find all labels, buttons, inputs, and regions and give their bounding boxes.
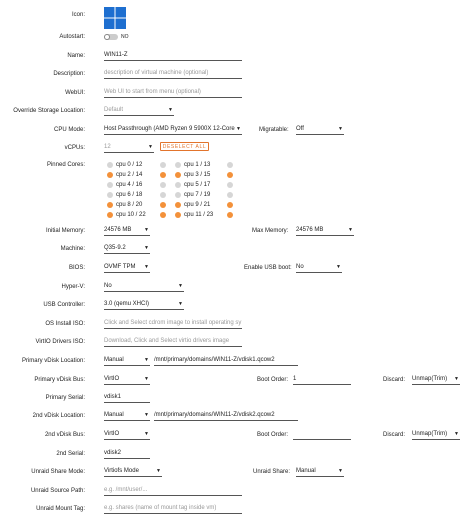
chevron-down-icon: ▼ [144, 431, 149, 437]
left-core-checkbox[interactable] [160, 212, 166, 218]
bios-select[interactable] [104, 263, 150, 273]
initial-memory-select[interactable] [104, 226, 150, 236]
primary-vdisk-path-input[interactable]: /mnt/primary/domains/WIN11-Z/vdisk1.qcow2 [154, 356, 298, 366]
second-boot-order-input[interactable] [293, 430, 351, 440]
chevron-down-icon: ▼ [336, 264, 341, 270]
chevron-down-icon: ▼ [144, 227, 149, 233]
windows-logo-icon[interactable] [104, 7, 126, 29]
chevron-down-icon: ▼ [178, 301, 183, 307]
chevron-down-icon: ▼ [168, 107, 173, 113]
hyperv-select[interactable] [104, 282, 184, 292]
usb-controller-select[interactable] [104, 300, 184, 310]
os-install-iso-label: OS Install ISO: [45, 321, 85, 327]
primary-discard-label: Discard: [383, 377, 406, 383]
icon-label: Icon: [71, 12, 85, 18]
chevron-down-icon: ▼ [338, 468, 343, 474]
second-vdisk-bus-value: VirtIO [104, 431, 120, 437]
autostart-toggle[interactable] [104, 34, 118, 40]
pinned-cores-label: Pinned Cores: [46, 162, 85, 168]
left-core-checkbox[interactable] [107, 202, 113, 208]
machine-select[interactable] [104, 244, 150, 254]
second-serial-input[interactable]: vdisk2 [104, 449, 150, 459]
virtio-iso-input[interactable]: Download, Click and Select virtio drivers image [104, 337, 242, 347]
right-core-checkbox[interactable] [227, 192, 233, 198]
name-input[interactable]: WIN11-Z [104, 51, 242, 61]
right-core-checkbox[interactable] [175, 212, 181, 218]
migratable-label: Migratable: [259, 127, 289, 133]
right-core-label: cpu 1 / 13 [184, 162, 211, 168]
left-core-label: cpu 8 / 20 [116, 202, 143, 208]
cpu-mode-label: CPU Mode: [53, 127, 85, 133]
unraid-mount-tag-input[interactable]: e.g. shares (name of mount tag inside vm) [104, 504, 242, 514]
left-core-checkbox[interactable] [160, 172, 166, 178]
left-core-checkbox[interactable] [107, 162, 113, 168]
right-core-checkbox[interactable] [227, 182, 233, 188]
right-core-checkbox[interactable] [175, 192, 181, 198]
unraid-share-label: Unraid Share: [253, 469, 291, 475]
primary-discard-select[interactable] [412, 375, 460, 385]
unraid-share-select[interactable] [296, 467, 344, 477]
usb-controller-label: USB Controller: [43, 302, 85, 308]
autostart-label: Autostart: [59, 34, 85, 40]
unraid-mount-tag-label: Unraid Mount Tag: [36, 506, 85, 512]
primary-boot-order-input[interactable]: 1 [293, 375, 351, 385]
right-core-checkbox[interactable] [175, 162, 181, 168]
second-discard-select[interactable] [412, 430, 460, 440]
left-core-label: cpu 6 / 18 [116, 192, 143, 198]
right-core-checkbox[interactable] [175, 172, 181, 178]
usb-controller-value: 3.0 (qemu XHCI) [104, 301, 150, 307]
primary-serial-input[interactable]: vdisk1 [104, 393, 150, 403]
left-core-checkbox[interactable] [107, 212, 113, 218]
primary-vdisk-mode-select[interactable] [104, 356, 150, 366]
second-discard-value: Unmap(Trim) [412, 431, 448, 437]
unraid-source-path-label: Unraid Source Path: [30, 488, 85, 494]
second-vdisk-path-input[interactable]: /mnt/primary/domains/WIN11-Z/vdisk2.qcow2 [154, 411, 298, 421]
autostart-state: NO [121, 34, 129, 40]
hyperv-label: Hyper-V: [61, 284, 85, 290]
primary-vdisk-bus-select[interactable] [104, 375, 150, 385]
bios-label: BIOS: [68, 265, 85, 271]
webui-input[interactable]: Web UI to start from menu (optional) [104, 88, 242, 98]
chevron-down-icon: ▼ [156, 468, 161, 474]
initial-memory-label: Initial Memory: [45, 228, 85, 234]
unraid-source-path-input[interactable]: e.g. /mnt/user/... [104, 486, 242, 496]
override-storage-value: Default [104, 107, 124, 113]
chevron-down-icon: ▼ [348, 227, 353, 233]
second-vdisk-location-label: 2nd vDisk Location: [32, 413, 85, 419]
cpu-mode-value: Host Passthrough (AMD Ryzen 9 5900X 12-Core [104, 126, 235, 132]
second-vdisk-bus-select[interactable] [104, 430, 150, 440]
second-vdisk-mode-select[interactable] [104, 411, 150, 421]
vcpus-value: 12 [104, 144, 111, 150]
chevron-down-icon: ▼ [454, 376, 459, 382]
left-core-label: cpu 4 / 16 [116, 182, 143, 188]
left-core-checkbox[interactable] [160, 192, 166, 198]
right-core-label: cpu 3 / 15 [184, 172, 211, 178]
virtio-iso-label: VirtIO Drivers ISO: [35, 339, 85, 345]
enable-usb-boot-select[interactable] [296, 263, 342, 273]
vcpus-label: vCPUs: [64, 145, 85, 151]
migratable-value: Off [296, 126, 304, 132]
primary-vdisk-bus-label: Primary vDisk Bus: [34, 377, 85, 383]
cpu-mode-select[interactable] [104, 125, 242, 135]
chevron-down-icon: ▼ [454, 431, 459, 437]
primary-vdisk-bus-value: VirtIO [104, 376, 120, 382]
left-core-label: cpu 10 / 22 [116, 212, 146, 218]
right-core-checkbox[interactable] [175, 202, 181, 208]
enable-usb-boot-label: Enable USB boot: [244, 265, 292, 271]
max-memory-label: Max Memory: [252, 228, 289, 234]
left-core-label: cpu 2 / 14 [116, 172, 143, 178]
chevron-down-icon: ▼ [144, 357, 149, 363]
enable-usb-boot-value: No [296, 264, 304, 270]
right-core-label: cpu 5 / 17 [184, 182, 211, 188]
unraid-share-mode-value: Virtiofs Mode [104, 468, 139, 474]
right-core-checkbox[interactable] [227, 172, 233, 178]
left-core-label: cpu 0 / 12 [116, 162, 143, 168]
chevron-down-icon: ▼ [144, 245, 149, 251]
primary-vdisk-location-label: Primary vDisk Location: [21, 358, 85, 364]
left-core-checkbox[interactable] [107, 192, 113, 198]
right-core-checkbox[interactable] [227, 162, 233, 168]
second-vdisk-mode-value: Manual [104, 412, 124, 418]
right-core-checkbox[interactable] [175, 182, 181, 188]
right-core-checkbox[interactable] [227, 202, 233, 208]
max-memory-value: 24576 MB [296, 227, 324, 233]
left-core-checkbox[interactable] [160, 182, 166, 188]
right-core-label: cpu 7 / 19 [184, 192, 211, 198]
chevron-down-icon: ▼ [144, 376, 149, 382]
chevron-down-icon: ▼ [178, 283, 183, 289]
chevron-down-icon: ▼ [236, 126, 241, 132]
second-vdisk-bus-label: 2nd vDisk Bus: [44, 432, 85, 438]
left-core-checkbox[interactable] [160, 162, 166, 168]
name-label: Name: [67, 53, 85, 59]
left-core-checkbox[interactable] [107, 172, 113, 178]
right-core-label: cpu 9 / 21 [184, 202, 211, 208]
machine-label: Machine: [60, 246, 85, 252]
chevron-down-icon: ▼ [338, 126, 343, 132]
second-boot-order-label: Boot Order: [257, 432, 289, 438]
initial-memory-value: 24576 MB [104, 227, 132, 233]
deselect-all-button[interactable]: DESELECT ALL [160, 142, 209, 151]
right-core-checkbox[interactable] [227, 212, 233, 218]
hyperv-value: No [104, 283, 112, 289]
description-label: Description: [53, 71, 85, 77]
left-core-checkbox[interactable] [107, 182, 113, 188]
second-discard-label: Discard: [383, 432, 406, 438]
right-core-label: cpu 11 / 23 [184, 212, 214, 218]
os-install-iso-input[interactable]: Click and Select cdrom image to install operating sy [104, 319, 242, 329]
second-serial-label: 2nd Serial: [56, 451, 85, 457]
webui-label: WebUI: [65, 90, 85, 96]
primary-discard-value: Unmap(Trim) [412, 376, 448, 382]
override-storage-label: Override Storage Location: [13, 108, 85, 114]
override-storage-select[interactable] [104, 106, 174, 116]
description-input[interactable]: description of virtual machine (optional) [104, 69, 242, 79]
vcpus-select[interactable] [104, 143, 154, 153]
chevron-down-icon: ▼ [148, 144, 153, 150]
primary-serial-label: Primary Serial: [45, 395, 85, 401]
max-memory-select[interactable] [296, 226, 354, 236]
primary-boot-order-label: Boot Order: [257, 377, 289, 383]
chevron-down-icon: ▼ [144, 264, 149, 270]
unraid-share-value: Manual [296, 468, 316, 474]
unraid-share-mode-label: Unraid Share Mode: [31, 469, 85, 475]
left-core-checkbox[interactable] [160, 202, 166, 208]
chevron-down-icon: ▼ [144, 412, 149, 418]
machine-value: Q35-9.2 [104, 245, 126, 251]
bios-value: OVMF TPM [104, 264, 136, 270]
unraid-share-mode-select[interactable] [104, 467, 162, 477]
migratable-select[interactable] [296, 125, 344, 135]
primary-vdisk-mode-value: Manual [104, 357, 124, 363]
